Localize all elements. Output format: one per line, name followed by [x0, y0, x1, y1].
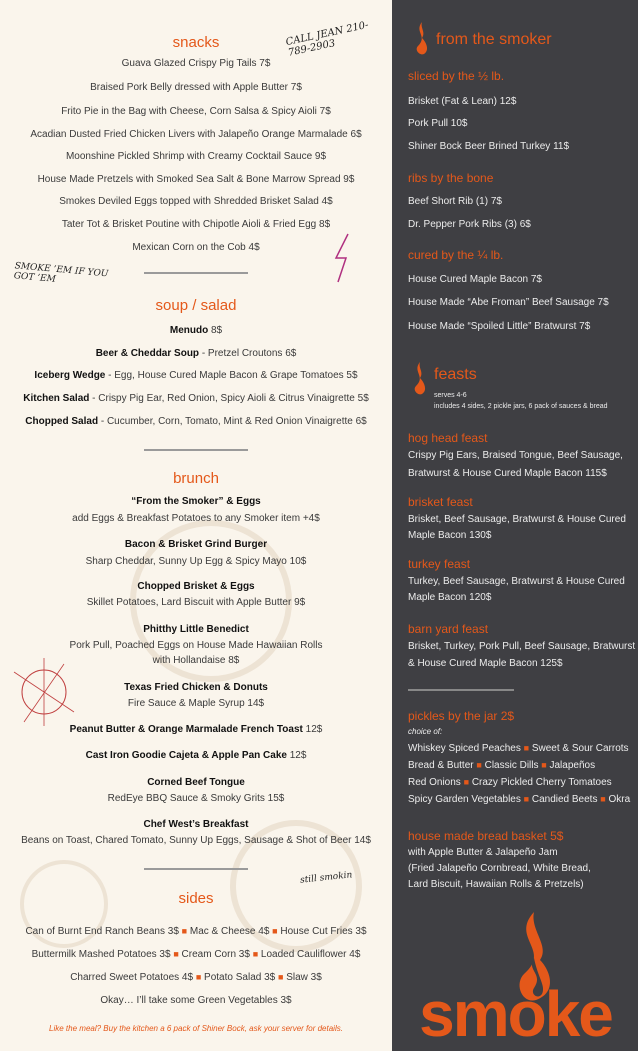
menu-item: Moonshine Pickled Shrimp with Creamy Cocktail Sauce 9$ — [65, 151, 327, 162]
flame-icon — [412, 22, 430, 56]
pickles-choice: choice of: — [408, 727, 443, 736]
item-name: Beer & Cheddar Soup — [95, 348, 200, 359]
pickles-row — [408, 794, 630, 805]
item-name: Iceberg Wedge — [34, 370, 106, 381]
item-price: 12$ — [302, 724, 323, 735]
item-price: 12$ — [286, 750, 307, 761]
item-name: Bacon & Brisket Grind Burger — [124, 539, 268, 550]
feasts-serves: serves 4-6 — [434, 392, 467, 399]
menu-item: House Made Pretzels with Smoked Sea Salt & Bone Marrow Spread 9$ — [37, 174, 355, 185]
feast-desc: Maple Bacon 130$ — [408, 530, 492, 541]
menu-item: Dr. Pepper Pork Ribs (3) 6$ — [408, 219, 531, 230]
feast-desc: Bratwurst & House Cured Maple Bacon 115$ — [408, 468, 607, 479]
feast-desc: Brisket, Turkey, Pork Pull, Beef Sausage, Bratwurst — [408, 641, 636, 652]
item-name: Peanut Butter & Orange Marmalade French Toast — [69, 724, 303, 735]
footer-note: Like the meal? Buy the kitchen a 6 pack of Shiner Bock, ask your server for details. — [49, 1024, 343, 1033]
item-desc: 8$ — [208, 325, 223, 336]
logo-text: smoke — [419, 978, 612, 1050]
menu-item: Beef Short Rib (1) 7$ — [408, 196, 502, 207]
item-desc: - Crispy Pig Ear, Red Onion, Spicy Aioli & Citrus Vinaigrette 5$ — [89, 393, 369, 404]
flame-icon — [410, 362, 428, 396]
divider — [144, 449, 248, 451]
menu-item: Acadian Dusted Fried Chicken Livers with Jalapeño Orange Marmalade 6$ — [30, 129, 362, 140]
separator-square: ■ — [523, 743, 530, 753]
separator-square: ■ — [600, 794, 606, 804]
item-desc: Fire Sauce & Maple Syrup 14$ — [127, 698, 265, 709]
handwritten-note: still smokin — [299, 870, 353, 886]
menu-item: Pork Pull 10$ — [408, 118, 468, 129]
menu-item: House Made “Spoiled Little” Bratwurst 7$ — [408, 321, 591, 332]
sides-row — [0, 949, 392, 960]
separator-square: ■ — [463, 777, 470, 787]
separator-square: ■ — [541, 760, 547, 770]
menu-item: Brisket (Fat & Lean) 12$ — [408, 96, 517, 107]
bread-desc: Lard Biscuit, Hawaiian Rolls & Pretzels) — [408, 879, 584, 890]
side-item: Loaded Cauliflower 4$ — [260, 949, 361, 960]
right-menu-panel — [392, 0, 638, 1051]
menu-item: Mexican Corn on the Cob 4$ — [132, 242, 260, 253]
item-name: Corned Beef Tongue — [147, 777, 245, 788]
pickle-item: Spicy Garden Vegetables — [408, 794, 521, 805]
divider — [144, 272, 248, 274]
item-desc: Sharp Cheddar, Sunny Up Egg & Spicy Mayo 10$ — [85, 556, 307, 567]
handwritten-note: CALL JEAN 210-789-2903 — [284, 19, 370, 59]
menu-item — [0, 370, 392, 381]
item-name: Chef West’s Breakfast — [143, 819, 249, 830]
soup-salad-title: soup / salad — [155, 297, 237, 314]
brunch-title: brunch — [173, 470, 219, 487]
item-desc: add Eggs & Breakfast Potatoes to any Smoker item +4$ — [72, 513, 320, 524]
item-name: Chopped Salad — [25, 416, 99, 427]
menu-item — [0, 416, 392, 427]
sides-row — [0, 926, 392, 937]
pickle-item: Okra — [608, 794, 631, 805]
sketch-doodle-icon — [4, 652, 84, 732]
pickle-item: Sweet & Sour Carrots — [531, 743, 629, 754]
group-title: sliced by the ½ lb. — [408, 69, 505, 83]
sides-row — [0, 972, 392, 983]
side-item: Can of Burnt End Ranch Beans 3$ — [25, 926, 179, 937]
pickle-item: Whiskey Spiced Peaches — [408, 743, 521, 754]
separator-square: ■ — [173, 949, 179, 959]
side-item: Charred Sweet Potatoes 4$ — [70, 972, 194, 983]
feast-desc: Crispy Pig Ears, Braised Tongue, Beef Sausage, — [408, 450, 623, 461]
menu-item: House Made “Abe Froman” Beef Sausage 7$ — [408, 297, 609, 308]
menu-item: Guava Glazed Crispy Pig Tails 7$ — [121, 58, 271, 69]
side-item: Okay… I’ll take some Green Vegetables 3$ — [100, 995, 292, 1006]
pickles-title: pickles by the jar 2$ — [408, 709, 515, 723]
separator-square: ■ — [195, 972, 202, 982]
item-desc: Pork Pull, Poached Eggs on House Made Hawaiian Rolls — [69, 640, 323, 651]
item-name: Texas Fried Chicken & Donuts — [124, 682, 268, 693]
item-name: Menudo — [169, 325, 209, 336]
sides-title: sides — [178, 890, 214, 907]
menu-item: House Cured Maple Bacon 7$ — [408, 274, 542, 285]
pickles-row — [408, 760, 595, 771]
item-name: Chopped Brisket & Eggs — [137, 581, 255, 592]
side-item: Potato Salad 3$ — [204, 972, 276, 983]
pickle-item: Bread & Butter — [408, 760, 474, 771]
menu-item: Tater Tot & Brisket Poutine with Chipotle Aioli & Fried Egg 8$ — [61, 219, 331, 230]
lightning-doodle-icon — [330, 232, 356, 284]
separator-square: ■ — [252, 949, 259, 959]
bread-title: house made bread basket 5$ — [408, 829, 564, 843]
menu-item — [0, 325, 392, 336]
group-title: ribs by the bone — [408, 171, 494, 185]
snacks-title: snacks — [172, 34, 220, 51]
feast-name: turkey feast — [408, 557, 471, 571]
pickles-row — [408, 743, 629, 754]
menu-item: Frito Pie in the Bag with Cheese, Corn Salsa & Spicy Aioli 7$ — [61, 106, 331, 117]
feast-desc: Brisket, Beef Sausage, Bratwurst & House Cured — [408, 514, 626, 525]
item-name: Phitthy Little Benedict — [143, 624, 249, 635]
pickle-item: Red Onions — [408, 777, 461, 788]
item-desc: RedEye BBQ Sauce & Smoky Grits 15$ — [107, 793, 285, 804]
item-desc: - Cucumber, Corn, Tomato, Mint & Red Onion Vinaigrette 6$ — [98, 416, 367, 427]
side-item: Slaw 3$ — [286, 972, 322, 983]
separator-square: ■ — [476, 760, 482, 770]
item-desc: with Hollandaise 8$ — [152, 655, 240, 666]
feast-desc: & House Cured Maple Bacon 125$ — [408, 658, 563, 669]
side-item: Buttermilk Mashed Potatoes 3$ — [31, 949, 171, 960]
separator-square: ■ — [278, 972, 284, 982]
menu-item — [0, 348, 392, 359]
separator-square: ■ — [181, 926, 188, 936]
pickle-item: Candied Beets — [531, 794, 598, 805]
pickle-item: Classic Dills — [484, 760, 539, 771]
smoker-title: from the smoker — [436, 31, 552, 48]
group-title: cured by the ¼ lb. — [408, 248, 504, 262]
menu-item: Shiner Bock Beer Brined Turkey 11$ — [408, 141, 570, 152]
pickles-row — [408, 777, 612, 788]
item-desc: - Egg, House Cured Maple Bacon & Grape Tomatoes 5$ — [105, 370, 358, 381]
side-item: House Cut Fries 3$ — [280, 926, 367, 937]
menu-item — [0, 393, 392, 404]
item-name: “From the Smoker” & Eggs — [131, 496, 261, 507]
feasts-includes: includes 4 sides, 2 pickle jars, 6 pack of sauces & bread — [434, 403, 608, 410]
bread-desc: with Apple Butter & Jalapeño Jam — [408, 847, 558, 858]
item-name: Kitchen Salad — [23, 393, 90, 404]
item-desc: Beans on Toast, Chared Tomato, Sunny Up Eggs, Sausage & Shot of Beer 14$ — [21, 835, 371, 846]
divider — [408, 689, 514, 691]
feast-desc: Maple Bacon 120$ — [408, 592, 492, 603]
feast-name: hog head feast — [408, 431, 488, 445]
bread-desc: (Fried Jalapeño Cornbread, White Bread, — [408, 863, 591, 874]
separator-square: ■ — [272, 926, 278, 936]
feast-name: brisket feast — [408, 495, 473, 509]
side-item: Mac & Cheese 4$ — [189, 926, 270, 937]
divider — [144, 868, 248, 870]
handwritten-note: SMOKE ’EM IF YOU GOT ’EM — [13, 261, 109, 285]
menu-item — [0, 750, 392, 761]
item-desc: - Pretzel Croutons 6$ — [199, 348, 297, 359]
pickle-item: Jalapeños — [549, 760, 596, 771]
separator-square: ■ — [523, 794, 530, 804]
feast-name: barn yard feast — [408, 622, 489, 636]
pickle-item: Crazy Pickled Cherry Tomatoes — [471, 777, 612, 788]
side-item: Cream Corn 3$ — [181, 949, 250, 960]
menu-item: Braised Pork Belly dressed with Apple Butter 7$ — [90, 82, 302, 93]
item-name: Cast Iron Goodie Cajeta & Apple Pan Cake — [85, 750, 287, 761]
feast-desc: Turkey, Beef Sausage, Bratwurst & House Cured — [408, 576, 625, 587]
item-desc: Skillet Potatoes, Lard Biscuit with Apple Butter 9$ — [86, 597, 306, 608]
menu-item: Smokes Deviled Eggs topped with Shredded Brisket Salad 4$ — [59, 196, 333, 207]
feasts-title: feasts — [434, 366, 477, 383]
